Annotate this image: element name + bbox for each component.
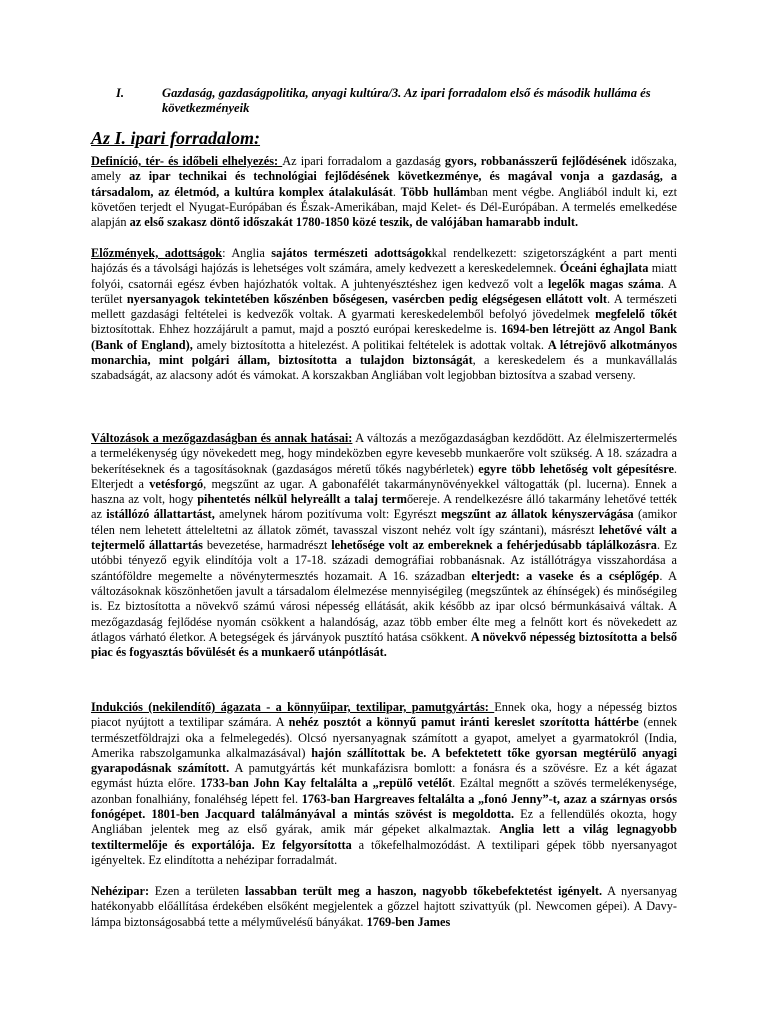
paragraph-lead: Indukciós (nekilendítő) ágazata - a könnyűipar, textilipar, pamutgyártás: xyxy=(91,700,495,714)
text-run: . xyxy=(392,184,401,199)
text-run: A pamutgyártás két munkafázisra bomlott: a fonásra és a szövésre. Ez a két ágazat egymást húzta előre. xyxy=(91,761,677,791)
bold-text: 1733-ban John Kay feltalálta a „repülő vetélőt xyxy=(200,776,453,791)
text-run: ban ment végbe. Angliából indult ki, ezt követően terjedt el Nyugat-Európában és Észak-Amerikában, majd Kelet- és Dél-Európában. A termelés emelkedése alapján xyxy=(91,184,677,230)
text-run: , a kereskedelem és a munkavállalás szabadságát, az alacsony adót és vámokat. A korszakban Angliában volt legjobban biztosítva a szabad verseny. xyxy=(91,353,677,383)
chapter-title: Gazdaság, gazdaságpolitika, anyagi kultúra/3. Az ipari forradalom első és második hulláma és következményeik xyxy=(162,86,651,115)
bold-text: gyors, robbanásszerű fejlődésének xyxy=(444,154,627,168)
bold-text: megfelelő tőkét xyxy=(595,307,677,322)
text-run: a tőkefelhalmozódást. A textilipari gépek több nyersanyagot igényeltek. Ez elindította a nehézipar forradalmát. xyxy=(91,837,677,867)
text-run: (ennek természetföldrajzi oka a felmelegedés). Olcsó nyersanyagnak számított a gyapot, amelyet a gyarmatokról (India, Amerika rabszolgamunka alkalmazásával) xyxy=(91,715,677,760)
chapter-number: I. xyxy=(116,86,125,100)
bold-text: A létrejövő alkotmányos monarchia, mint polgári állam, biztosította a tulajdon biztonságát xyxy=(91,337,677,368)
bold-text: egyre több lehetőség volt gépesítésre xyxy=(478,461,674,476)
text-run: bevezetése, harmadrészt xyxy=(202,538,332,553)
paragraph-preconditions xyxy=(91,246,677,384)
bold-text: nyersanyagok tekintetében kőszénben bőségesen, vasércben pedig elégségesen ellátott volt xyxy=(126,291,608,306)
bold-text: megszűnt az állatok kényszervágása xyxy=(440,507,634,522)
text-run: Ez a fellendülés okozta, hogy Angliában jelentek meg az első gyárak, amik már gépeket alkalmaztak. xyxy=(91,807,677,837)
paragraph-light-industry xyxy=(91,700,677,868)
text-run: A változás a mezőgazdaságban kezdődött. Az élelmiszertermelés a termelékenység úgy növekedett meg, hogy mindeközben egyre kevesebb munkaerőre volt szükség. A 18. századra a bekerítéseknek és a tagosításoknak (gazdaságos méretű tőkés nagybérletek) xyxy=(91,431,678,476)
paragraph-agriculture xyxy=(91,431,677,660)
text-run: amely biztosította a hitelezést. A politikai feltételek is adottak voltak. xyxy=(192,337,548,352)
paragraph-heavy-industry xyxy=(91,884,677,930)
bold-text: sajátos természeti adottságok xyxy=(271,246,432,260)
bold-text: 1694-ben létrejött az Angol Bank (Bank of England), xyxy=(91,322,677,352)
text-run: . A változásoknak köszönhetően javult a társadalom élelmezése mennyiségileg (megszűntek az éhínségek) és minőségileg is. Ez biztosította a növekvő számú városi népesség ellátását, akik később az ipar olcsó bérmunkásaivá váltak. A mezőgazdaság fejlődése nyomán csökkent a halandóság, azaz több ember élte meg a felnőtt kort és növekedett az átlagos várható életkor. A betegségek és járványok pusztító hatása csökkent. xyxy=(91,568,677,644)
bold-text: Anglia lett a világ legnagyobb textiltermelője és exportálója. Ez felgyorsította xyxy=(91,822,677,852)
bold-text: vetésforgó xyxy=(149,476,204,491)
text-run: Ennek oka, hogy a népesség biztos piacot nyújtott a textilipar számára. A xyxy=(91,700,678,730)
text-run: . A terület xyxy=(91,276,677,306)
text-run: (amikor télen nem lehetett átteleltetni az állatok zömét, tavasszal viszont nehéz volt így szántani), másrészt xyxy=(91,507,677,537)
text-run: miatt folyói, csatornái egész évben hajózhatók voltak. A juhtenyésztéshez igen kedvező volt a xyxy=(91,261,677,291)
text-run: biztosítottak. Ehhez hozzájárult a pamut, majd a posztó európai kereskedelme is. xyxy=(91,322,501,337)
bold-text: istállózó állattartást, xyxy=(106,507,215,522)
bold-text: Óceáni éghajlata xyxy=(559,261,649,276)
text-run: kal rendelkezett: szigetországként a part menti hajózás és a távolsági hajózás is lehetséges volt számára, amely kedvezett a kereskedelemnek. xyxy=(91,246,677,276)
bold-text: nehéz posztót a könnyű pamut iránti kereslet szorította háttérbe xyxy=(288,715,639,730)
text-run: őereje. A rendelkezésre álló takarmány lehetővé tették az xyxy=(91,492,678,522)
bold-text: A növekvő népesség biztosította a belső piac és fogyasztás bővülését és a munkaerő utánpótlását. xyxy=(91,629,677,660)
bold-text: 1763-ban Hargreaves feltalálta a „fonó Jenny”-t, azaz a szárnyas orsós fonógépet. 1801-ben Jacquard találmányával a mintás szövést is megoldotta. xyxy=(91,791,677,822)
text-run: amelynek három pozitívuma volt: Egyrészt xyxy=(214,507,441,522)
bold-text: az ipar technikai és technológiai fejlődésének következménye, és magával vonja a gazdaság, a társadalom, az életmód, a kultúra komplex átalakulását xyxy=(91,169,678,199)
bold-text: legelők magas száma xyxy=(548,276,661,291)
paragraph-lead: Előzmények, adottságok xyxy=(91,246,223,260)
paragraph-lead: Változások a mezőgazdaságban és annak hatásai: xyxy=(91,431,353,445)
section-title: Az I. ipari forradalom: xyxy=(91,128,261,148)
paragraph-definition xyxy=(91,154,677,230)
text-run: Ezen a területen xyxy=(154,884,245,898)
bold-text: lehetősége volt az embereknek a fehérjedúsabb táplálkozásra xyxy=(331,538,657,553)
text-run: A nyersanyag hatékonyabb előállítása érdekében elsőként megjelentek a gőzzel hajtott szivattyúk (pl. Newcomen gépei). A Davy-lámpa biztonságosabbá tette a mélyművelésű bányákat. xyxy=(91,884,677,929)
bold-text: az első szakasz döntő időszakát 1780-1850 közé teszik, de valójában hamarabb indult. xyxy=(129,215,579,230)
text-run: : Anglia xyxy=(222,246,272,260)
text-run: . A természeti mellett gazdasági feltételei is kedvezők voltak. A gyarmati kereskedelemből befolyó jövedelmek xyxy=(91,291,677,322)
text-run: . Ez utóbbi tényező egyik elindítója volt a 17-18. századi demográfiai robbanásnak. Az istállótrágya visszahordása a szántóföldre megemelte a növénytermesztés hozamait. A 16. században xyxy=(91,538,677,583)
paragraph-lead: Nehézipar: xyxy=(91,884,155,898)
text-run: . Elterjedt a xyxy=(91,461,677,491)
bold-text: pihentetés nélkül helyreállt a talaj term xyxy=(197,492,407,507)
bold-text: 1769-ben James xyxy=(366,914,451,929)
bold-text: hajón szállítottak be. A befektetett tőke gyorsan megtérülő anyagi gyarapodásnak számított. xyxy=(91,745,677,776)
bold-text: lehetővé vált a tejtermelő állattartás xyxy=(91,522,677,553)
text-run: , megszűnt az ugar. A gabonafélét takarmánynövényekkel váltogatták (pl. lucerna). Ennek a haszna az volt, hogy xyxy=(91,476,677,507)
bold-text: Több hullám xyxy=(400,184,471,199)
text-run: Az ipari forradalom a gazdaság xyxy=(282,154,445,168)
bold-text: lassabban terült meg a haszon, nagyobb tőkebefektetést igényelt. xyxy=(245,884,603,898)
text-run: . Ezáltal megnőtt a szövés termelékenysége, azonban fonalhiány, fonaléhség lépett fel. xyxy=(91,776,677,806)
bold-text: elterjedt: a vaseke és a cséplőgép xyxy=(471,568,660,583)
text-run: időszaka, amely xyxy=(91,154,677,184)
paragraph-lead: Definíció, tér- és időbeli elhelyezés: xyxy=(91,154,283,168)
